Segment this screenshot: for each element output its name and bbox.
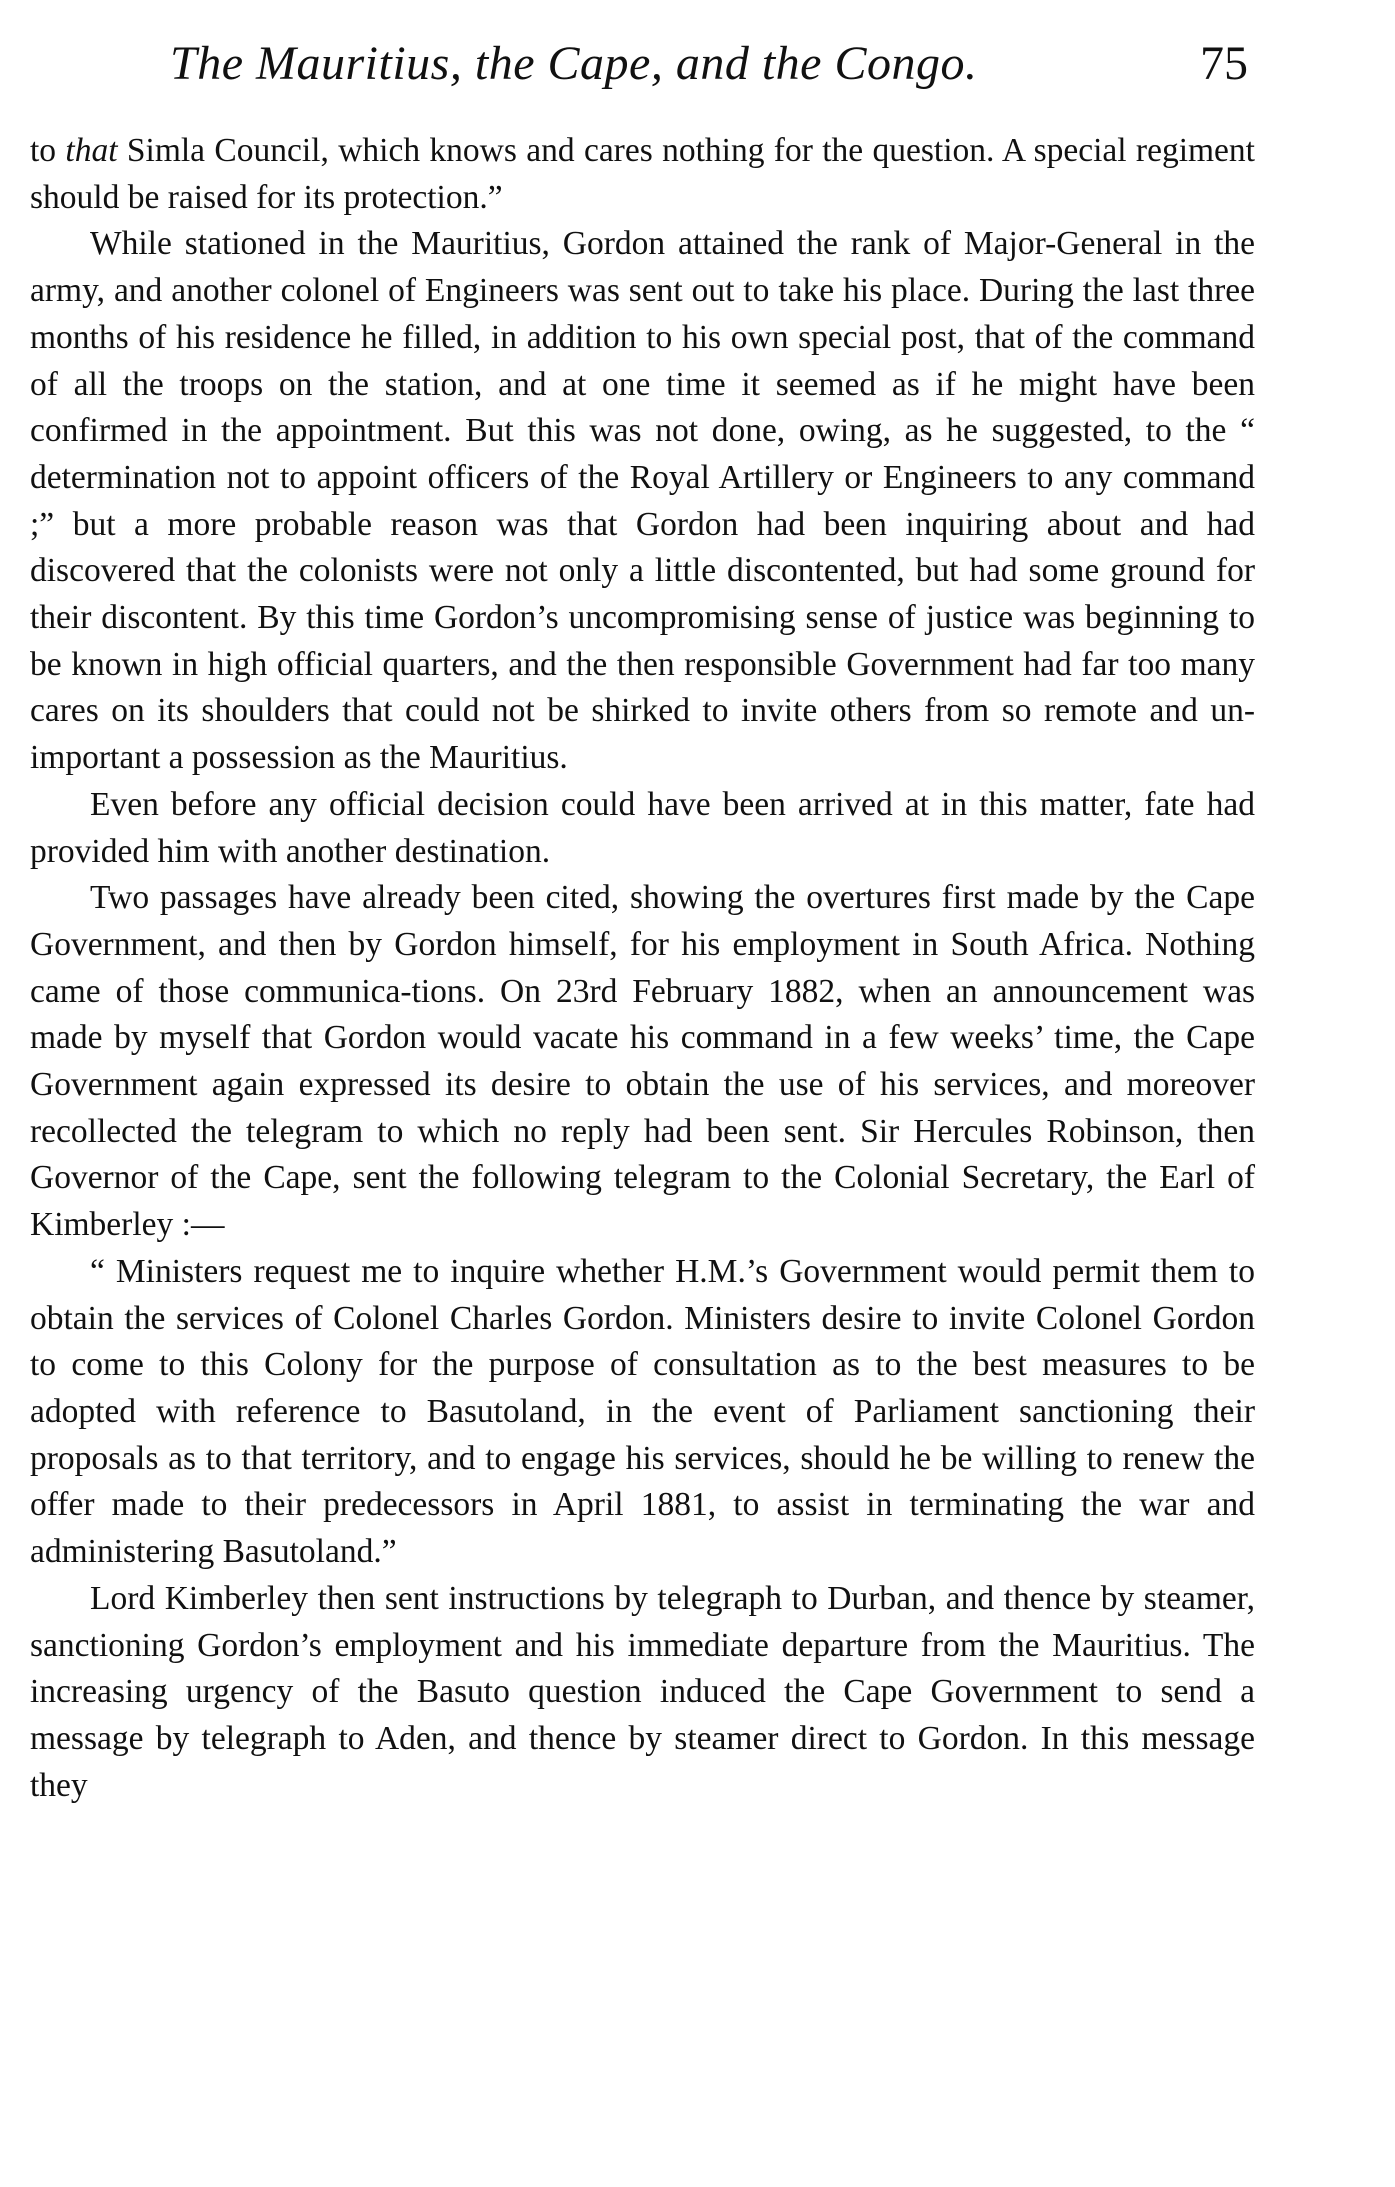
paragraph: Lord Kimberley then sent instructions by telegraph to Durban, and thence by steamer, sanctioning Gordon’s employment and his immediate departure from the Mauritius. The increasing urgency of the Basuto question induced the Cape Government to send a message by telegraph to Aden, and thence by steamer direct to Gordon. In this message they (30, 1579, 1255, 1804)
paragraph-text: Simla Council, which knows and cares nothing for the question. A special regiment should be raised for its protection.” (30, 132, 1255, 216)
paragraph-lead: to (30, 132, 66, 169)
page-number: 75 (1200, 37, 1248, 90)
quoted-telegram: “ Ministers request me to inquire whether H.M.’s Government would permit them to obtain the services of Colonel Charles Gordon. Ministers desire to invite Colonel Gordon to come to this Colony for the purpose of consultation as to the best measures to be adopted with reference to Basutoland, in the event of Parliament sanctioning their proposals as to that territory, and to engage his services, should he be willing to renew the offer made to their predecessors in April 1881, to assist in terminating the war and administering Basutoland.” (30, 1252, 1255, 1571)
paragraph: While stationed in the Mauritius, Gordon attained the rank of Major-General in the army, and another colonel of Engineers was sent out to take his place. During the last three months of his residence he filled, in addition to his own special post, that of the command of all the troops on the station, and at one time it seemed as if he might have been confirmed in the appointment. But this was not done, owing, as he suggested, to the “ determination not to appoint officers of the Royal Artillery or Engineers to any command ;” but a more probable reason was that Gordon had been inquiring about and had discovered that the colonists were not only a little discontented, but had some ground for their discontent. By this time Gordon’s uncompromising sense of justice was beginning to be known in high official quarters, and the then responsible Government had far too many cares on its shoulders that could not be shirked to invite others from so remote and un-important a possession as the Mauritius. (30, 225, 1255, 777)
running-title: The Mauritius, the Cape, and the Congo. (170, 37, 978, 90)
paragraph: Even before any official decision could have been arrived at in this matter, fate had provided him with another destination. (30, 785, 1255, 870)
body-text (30, 128, 1255, 1809)
emphasis: that (65, 132, 118, 169)
paragraph-continuation (30, 128, 1255, 221)
paragraph: Two passages have already been cited, showing the overtures first made by the Cape Government, and then by Gordon himself, for his employment in South Africa. Nothing came of those communica-tions. On 23rd February 1882, when an announcement was made by myself that Gordon would vacate his command in a few weeks’ time, the Cape Government again expressed its desire to obtain the use of his services, and moreover recollected the telegram to which no reply had been sent. Sir Hercules Robinson, then Governor of the Cape, sent the following telegram to the Colonial Secretary, the Earl of Kimberley :— (30, 879, 1255, 1244)
running-head (158, 28, 1248, 98)
